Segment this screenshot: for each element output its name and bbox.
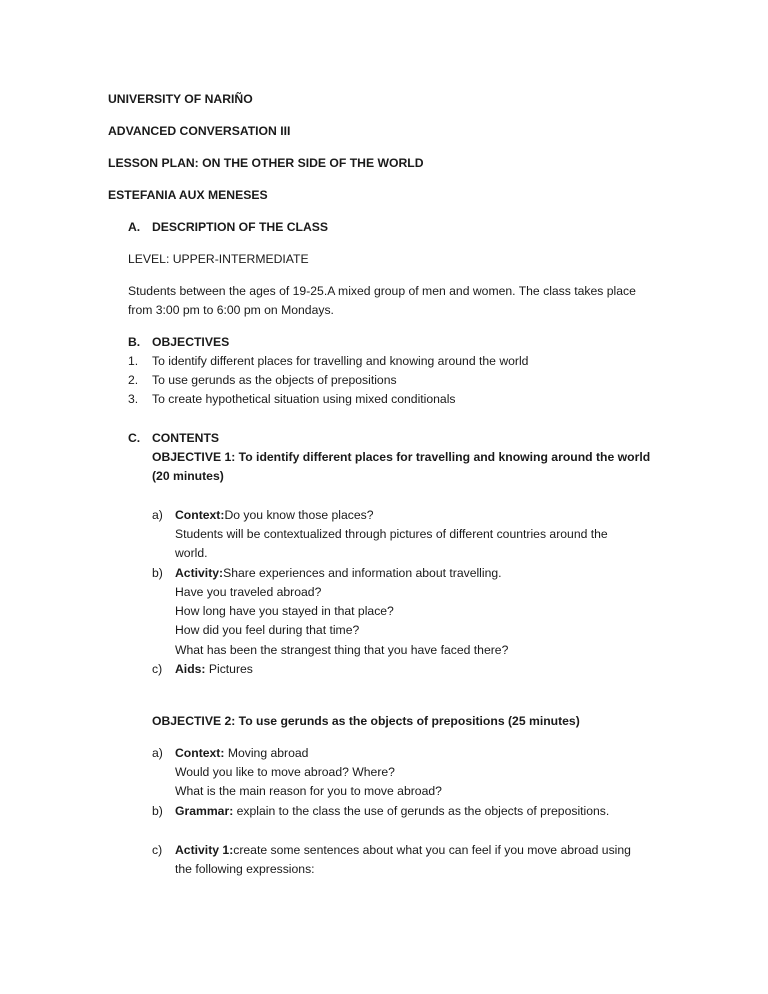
item-marker: c) (152, 662, 163, 676)
objective-number: 3. (128, 392, 139, 406)
section-a-title: DESCRIPTION OF THE CLASS (152, 220, 329, 234)
item-text: Moving abroad (224, 746, 309, 760)
item-marker: c) (152, 843, 163, 857)
activity-question: How long have you stayed in that place? (175, 604, 394, 618)
section-a-heading (128, 218, 329, 237)
lesson-plan-title: LESSON PLAN: ON THE OTHER SIDE OF THE WORLD (108, 156, 424, 170)
item-text: create some sentences about what you can feel if you move abroad using (233, 843, 631, 857)
class-level: LEVEL: UPPER-INTERMEDIATE (128, 252, 309, 266)
section-a-marker: A. (128, 220, 141, 234)
course-name: ADVANCED CONVERSATION III (108, 124, 291, 138)
item-label: Context: (175, 508, 225, 522)
context-question: Would you like to move abroad? Where? (175, 765, 395, 779)
item-label: Aids: (175, 662, 206, 676)
section-b-marker: B. (128, 335, 141, 349)
activity-item (152, 841, 631, 860)
section-b-title: OBJECTIVES (152, 335, 230, 349)
item-text: Do you know those places? (224, 508, 374, 522)
section-c-marker: C. (128, 431, 141, 445)
activity-detail-line: the following expressions: (175, 862, 315, 876)
item-marker: a) (152, 746, 163, 760)
activity-question: What has been the strangest thing that you have faced there? (175, 643, 509, 657)
grammar-item (152, 802, 610, 821)
context-detail-line: world. (175, 546, 208, 560)
activity-question: How did you feel during that time? (175, 623, 360, 637)
author-name: ESTEFANIA AUX MENESES (108, 188, 268, 202)
item-label: Activity 1: (175, 843, 234, 857)
university-name: UNIVERSITY OF NARIÑO (108, 92, 253, 106)
objective-2-title: OBJECTIVE 2: To use gerunds as the objects of prepositions (25 minutes) (152, 714, 580, 728)
context-item (152, 744, 309, 763)
objective-1-title-line-1: OBJECTIVE 1: To identify different places for travelling and knowing around the world (152, 450, 651, 464)
activity-question: Have you traveled abroad? (175, 585, 322, 599)
item-label: Activity: (175, 566, 224, 580)
context-question: What is the main reason for you to move abroad? (175, 784, 442, 798)
item-text: Pictures (205, 662, 253, 676)
objective-1-title-line-2: (20 minutes) (152, 469, 224, 483)
objective-text: To create hypothetical situation using mixed conditionals (152, 392, 456, 406)
item-label: Context: (175, 746, 225, 760)
section-b-heading (128, 333, 230, 352)
objective-list-item (128, 371, 397, 390)
activity-item (152, 564, 502, 583)
class-description-line-2: from 3:00 pm to 6:00 pm on Mondays. (128, 303, 334, 317)
aids-item (152, 660, 253, 679)
class-description-line-1: Students between the ages of 19-25.A mixed group of men and women. The class takes place (128, 284, 636, 298)
objective-list-item (128, 390, 456, 409)
section-c-heading (128, 429, 220, 448)
objective-text: To use gerunds as the objects of prepositions (152, 373, 397, 387)
item-text: explain to the class the use of gerunds as the objects of prepositions. (233, 804, 610, 818)
objective-text: To identify different places for travelling and knowing around the world (152, 354, 529, 368)
objective-number: 1. (128, 354, 139, 368)
item-text: Share experiences and information about travelling. (223, 566, 502, 580)
section-c-title: CONTENTS (152, 431, 220, 445)
item-marker: b) (152, 566, 163, 580)
objective-list-item (128, 352, 529, 371)
item-marker: a) (152, 508, 163, 522)
context-detail-line: Students will be contextualized through pictures of different countries around the (175, 527, 608, 541)
item-marker: b) (152, 804, 163, 818)
item-label: Grammar: (175, 804, 234, 818)
context-item (152, 506, 374, 525)
objective-number: 2. (128, 373, 139, 387)
